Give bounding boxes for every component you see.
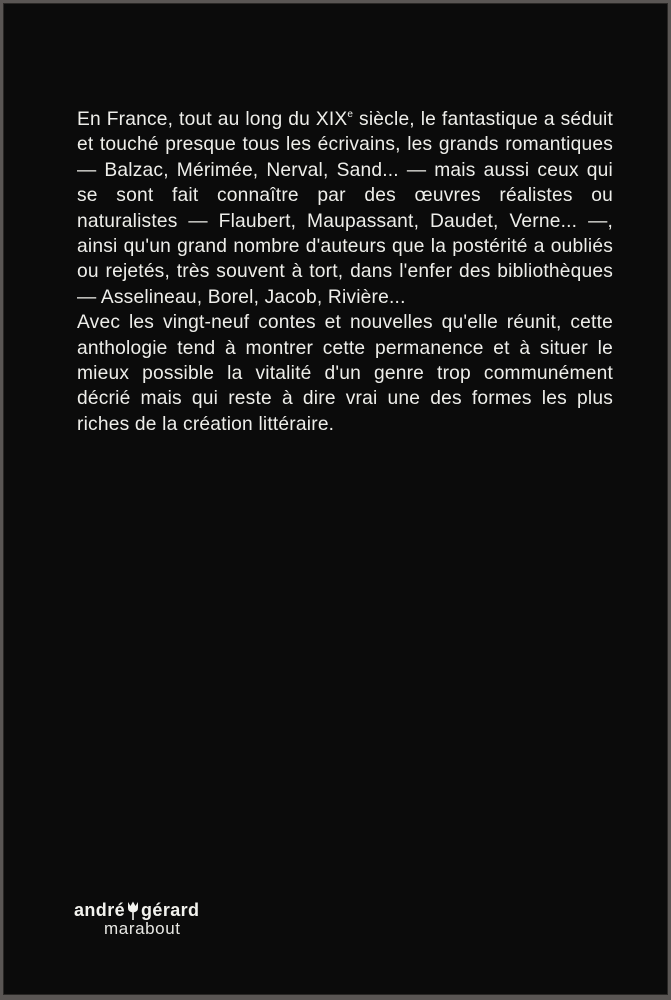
publisher-name-right: gérard — [141, 900, 200, 920]
blurb-paragraph-2: Avec les vingt-neuf contes et nouvelles qu'elle réunit, cette anthologie tend à montrer cette permanence et à situer le mieux possible la vitalité d'un genre trop communément décrié mais qui reste à dire vrai une des formes les plus riches de la création littéraire. — [77, 312, 613, 435]
publisher-logo — [74, 900, 244, 938]
imprint-name: marabout — [104, 919, 181, 938]
century-superscript: e — [347, 109, 354, 120]
paragraph-1-rest: siècle, le fantastique a séduit et touché presque tous les écrivains, les grands romantiques — Balzac, Mérimée, Nerval, Sand... — mais aussi ceux qui se sont fait connaître par des œuvres réalistes ou naturalistes — Flaubert, Maupassant, Daudet, Verne... —, ainsi qu'un grand nombre d'auteurs que la postérité a oubliés ou rejetés, très souvent à tort, dans l'enfer des bibliothèques — Asselineau, Borel, Jacob, Rivière... — [77, 109, 613, 308]
blurb-paragraph-1 — [77, 107, 613, 310]
publisher-name — [74, 900, 244, 920]
publisher-name-left: andré — [74, 900, 126, 920]
blurb-text — [77, 107, 613, 437]
back-cover — [4, 4, 667, 994]
paragraph-1-start: En France, tout au long du XIX — [77, 109, 348, 130]
tulip-icon — [126, 900, 140, 920]
